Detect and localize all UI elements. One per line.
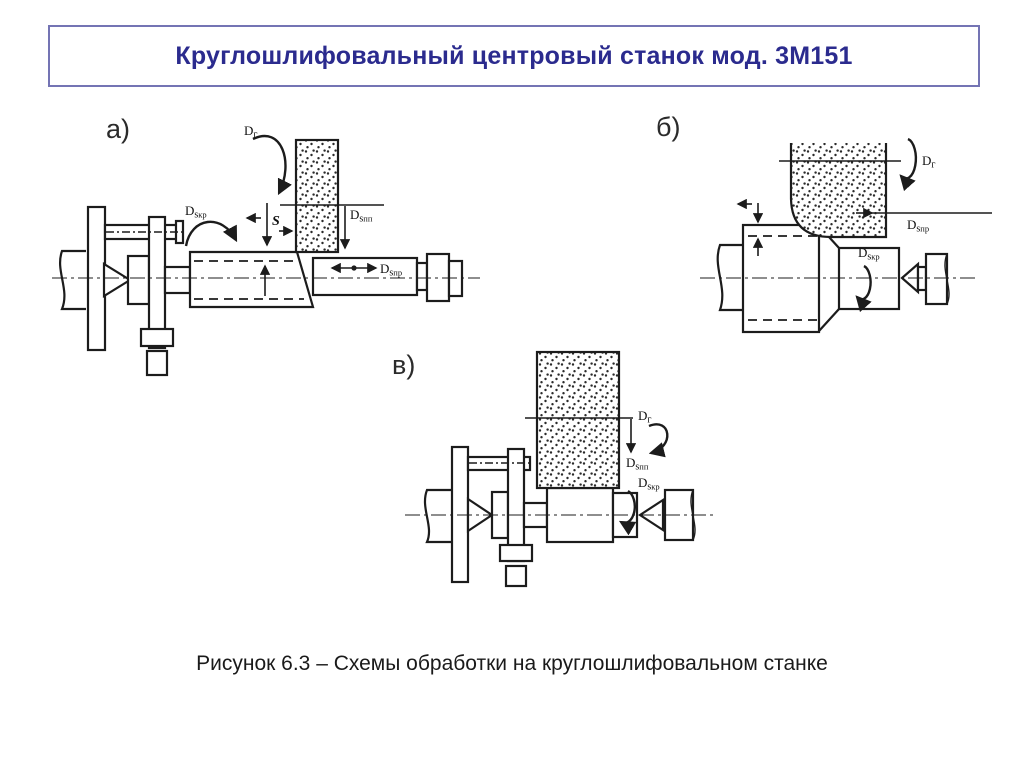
annotation-dspp (626, 419, 649, 473)
title-box (48, 25, 980, 87)
label-dg: Dг (922, 153, 936, 171)
label-dspp: Dsпп (350, 207, 373, 225)
rotation-arrow-wheel (649, 424, 667, 453)
label-dspr: Dsпр (907, 217, 930, 235)
diagram-scheme-b (630, 105, 1010, 355)
grinding-wheel (525, 352, 633, 488)
scheme-v-label: в) (392, 350, 416, 380)
figure-caption: Рисунок 6.3 – Схемы обработки на круглошлифовальном станке (196, 652, 828, 675)
grinding-wheel (779, 143, 901, 237)
label-dspp: Dsпп (626, 455, 649, 473)
tailstock (902, 254, 949, 304)
annotation-dskr (185, 203, 236, 246)
rotation-arrow-workpiece (186, 222, 236, 246)
diagram-scheme-v (395, 340, 725, 610)
label-dskr: Dsкр (185, 203, 207, 221)
rotation-arrow-wheel (901, 139, 916, 179)
label-dskr: Dsкр (638, 475, 660, 493)
scheme-b-label: б) (656, 112, 681, 142)
label-dspr: Dsпр (380, 261, 403, 279)
annotation-s-depth (247, 203, 292, 245)
headstock (425, 447, 547, 586)
label-s: S (272, 214, 280, 229)
annotation-dg (244, 123, 285, 193)
workpiece (190, 252, 313, 307)
label-dg: Dг (638, 408, 652, 426)
annotation-dspp (345, 206, 373, 248)
grinding-wheel (280, 140, 384, 252)
annotation-dg (901, 139, 936, 179)
annotation-dg (638, 408, 667, 453)
rotation-arrow-wheel (253, 136, 285, 193)
page-title: Круглошлифовальный центровый станок мод. 3М151 (175, 41, 853, 70)
center-cone (104, 264, 130, 296)
label-dskr: Dsкр (858, 245, 880, 263)
headstock (60, 207, 190, 375)
scheme-a-label: а) (106, 114, 131, 144)
label-dg: Dг (244, 123, 258, 141)
